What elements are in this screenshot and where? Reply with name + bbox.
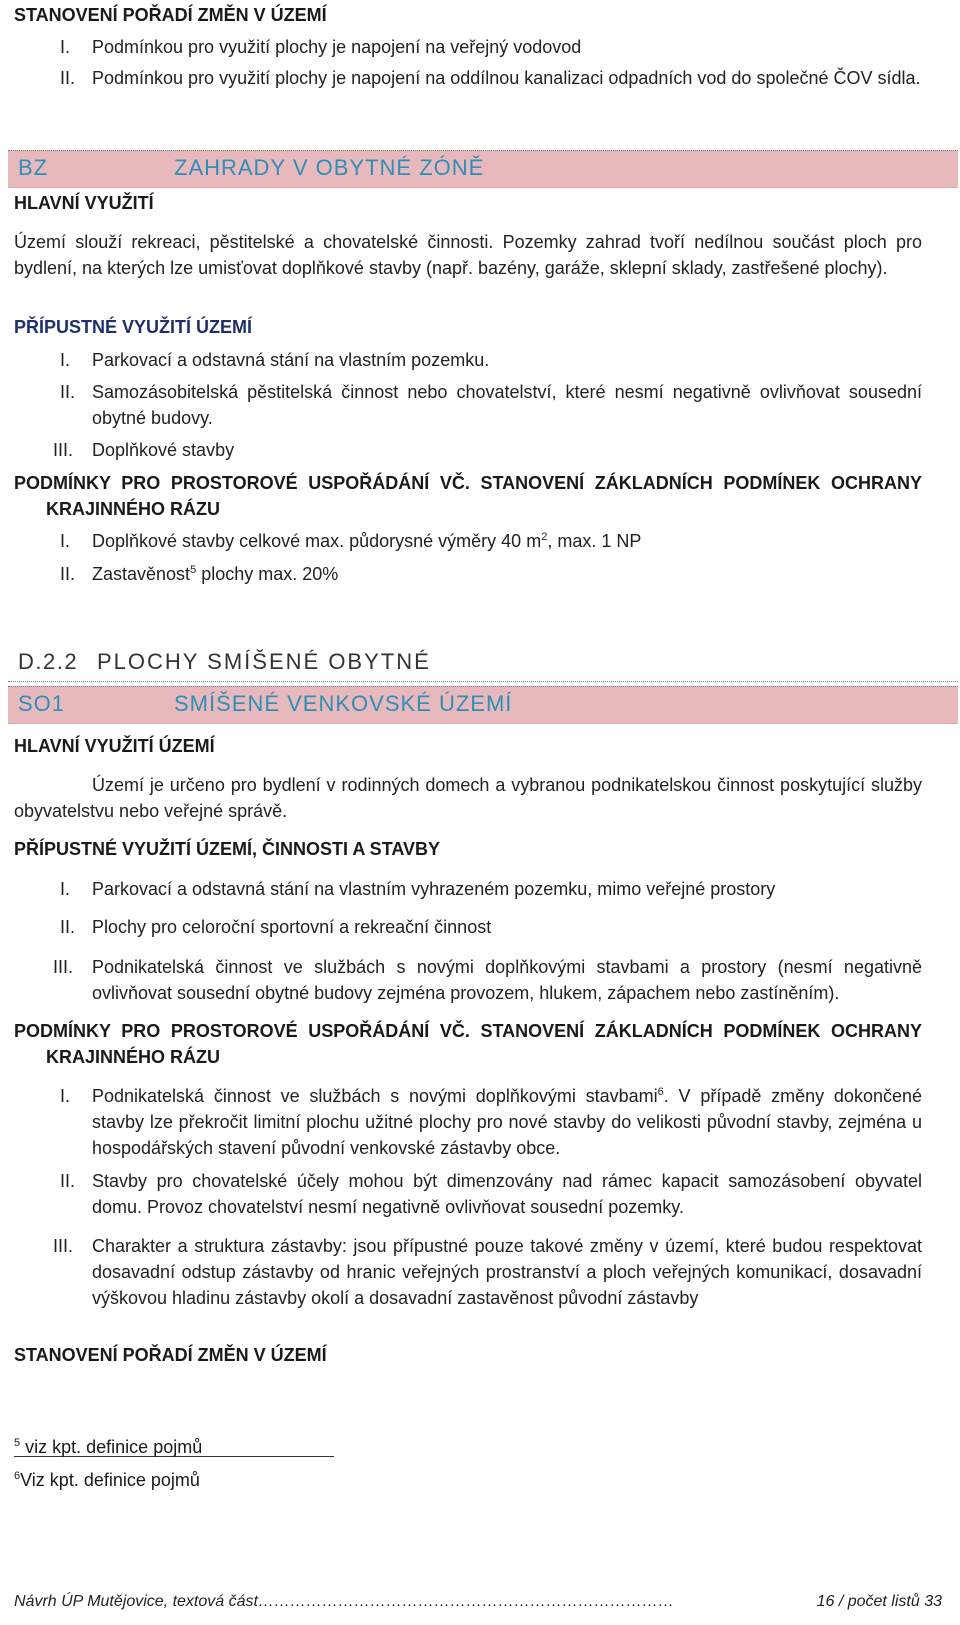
page-number: 16 / počet listů 33 (816, 1593, 942, 1610)
main-use-heading: HLAVNÍ VYUŽITÍ ÚZEMÍ (14, 736, 215, 756)
item-numeral: III. (53, 440, 74, 460)
item-text: Parkovací a odstavná stání na vlastním pozemku. (92, 350, 490, 370)
item-numeral: I. (60, 531, 71, 551)
item-text-b: . V případě změny dokončené stavby lze překročit limitní plochu užitné plochy pro nové stavby do velikosti původní stavby, zejména u hospodářských stavení původní venkovské zástavby obce. (92, 1086, 922, 1158)
item-text: Plochy pro celoroční sportovní a rekreační činnost (92, 917, 492, 937)
item-numeral: II. (60, 382, 76, 402)
item-text (92, 561, 922, 587)
item-numeral: II. (60, 564, 76, 584)
item-text: Samozásobitelská pěstitelská činnost nebo chovatelství, které nesmí negativně ovlivňovat sousední obytné budovy. (92, 382, 922, 428)
footnote-ref-6[interactable]: 6 (657, 1086, 664, 1098)
item-text (92, 528, 922, 554)
item-text-a: Zastavěnost (92, 564, 191, 584)
footnote-number: 6 (14, 1470, 21, 1482)
zone-code: BZ (18, 155, 49, 180)
item-text: Podnikatelská činnost ve službách s novými doplňkovými stavbami a prostory (nesmí negativně ovlivňovat sousední obytné budovy zejména provozem, hlukem, zápachem nebo zastíněním). (92, 957, 922, 1003)
section-title: PLOCHY SMÍŠENÉ OBYTNÉ (97, 649, 431, 674)
zone-name: ZAHRADY V OBYTNÉ ZÓNĚ (174, 155, 485, 180)
item-text-b: plochy max. 20% (196, 564, 339, 584)
item-text: Charakter a struktura zástavby: jsou přípustné pouze takové změny v území, které budou respektovat dosavadní odstup zástavby od hranic veřejných prostranství a ploch veřejných komunikací, dosavadní výškovou hladinu zástavby okolí a dosavadní zastavěnost původní zástavby (92, 1236, 922, 1308)
allowed-use-heading: PŘÍPUSTNÉ VYUŽITÍ ÚZEMÍ (14, 317, 253, 337)
section-heading (8, 645, 958, 682)
footnote-number: 5 (14, 1437, 21, 1449)
item-text: Stavby pro chovatelské účely mohou být dimenzovány nad rámec kapacit samozásobení obyvatel domu. Provoz chovatelství nesmí negativně ovlivňovat sousední pozemky. (92, 1171, 922, 1217)
item-text: Podmínkou pro využití plochy je napojení na veřejný vodovod (92, 37, 582, 57)
order-heading-bottom: STANOVENÍ POŘADÍ ZMĚN V ÚZEMÍ (14, 1345, 327, 1365)
item-text-a: Podnikatelská činnost ve službách s novými doplňkovými stavbami (92, 1086, 658, 1106)
main-use-text: Území je určeno pro bydlení v rodinných domech a vybranou podnikatelskou činnost poskytující služby obyvatelstvu nebo veřejné správě. (14, 775, 922, 821)
item-numeral: II. (60, 1171, 76, 1191)
item-numeral: III. (53, 957, 74, 977)
item-text-a: Doplňkové stavby celkové max. půdorysné výměry 40 m (92, 531, 542, 551)
item-numeral: II. (60, 68, 76, 88)
footnote-5 (14, 1435, 202, 1459)
allowed-use-heading: PŘÍPUSTNÉ VYUŽITÍ ÚZEMÍ, ČINNOSTI A STAVBY (14, 839, 441, 859)
conditions-heading-cont: KRAJINNÉHO RÁZU (46, 1047, 221, 1067)
zone-band-bz (8, 150, 958, 188)
item-text: Doplňkové stavby (92, 440, 235, 460)
zone-band-so1 (8, 686, 958, 724)
footnote-ref-5[interactable]: 5 (190, 564, 197, 576)
item-numeral: II. (60, 917, 76, 937)
zone-code: SO1 (18, 691, 66, 716)
footer-left: Návrh ÚP Mutějovice, textová část…………………………………………………………………… (14, 1593, 674, 1610)
item-numeral: I. (60, 879, 71, 899)
page-footer (14, 1593, 954, 1611)
section-number: D.2.2 (18, 649, 79, 674)
item-text-content: Podmínkou pro využití plochy je napojení na oddílnou kanalizaci odpadních vod do společné ČOV sídla. (92, 68, 921, 88)
item-text (92, 65, 922, 91)
item-numeral: I. (60, 1086, 71, 1106)
item-numeral: I. (60, 37, 71, 57)
conditions-heading-cont: KRAJINNÉHO RÁZU (46, 499, 221, 519)
order-heading-top: STANOVENÍ POŘADÍ ZMĚN V ÚZEMÍ (14, 5, 327, 25)
superscript: 2 (541, 531, 548, 543)
footnote-6 (14, 1468, 200, 1492)
item-text-b: , max. 1 NP (547, 531, 642, 551)
item-numeral: I. (60, 350, 71, 370)
main-use-heading: HLAVNÍ VYUŽITÍ (14, 193, 154, 213)
item-text (92, 1083, 922, 1161)
conditions-heading: PODMÍNKY PRO PROSTOROVÉ USPOŘÁDÁNÍ VČ. STANOVENÍ ZÁKLADNÍCH PODMÍNEK OCHRANY (14, 1021, 922, 1041)
zone-name: SMÍŠENÉ VENKOVSKÉ ÚZEMÍ (174, 691, 513, 716)
main-use-text: Území slouží rekreaci, pěstitelské a chovatelské činnosti. Pozemky zahrad tvoří nedílnou součást ploch pro bydlení, na kterých lze umisťovat doplňkové stavby (např. bazény, garáže, sklepní sklady, zastřešené plochy). (14, 232, 922, 278)
footnote-text: viz kpt. definice pojmů (25, 1437, 203, 1457)
conditions-heading: PODMÍNKY PRO PROSTOROVÉ USPOŘÁDÁNÍ VČ. STANOVENÍ ZÁKLADNÍCH PODMÍNEK OCHRANY (14, 473, 922, 493)
footnote-text: Viz kpt. definice pojmů (20, 1470, 200, 1490)
item-numeral: III. (53, 1236, 74, 1256)
item-text: Parkovací a odstavná stání na vlastním vyhrazeném pozemku, mimo veřejné prostory (92, 879, 776, 899)
